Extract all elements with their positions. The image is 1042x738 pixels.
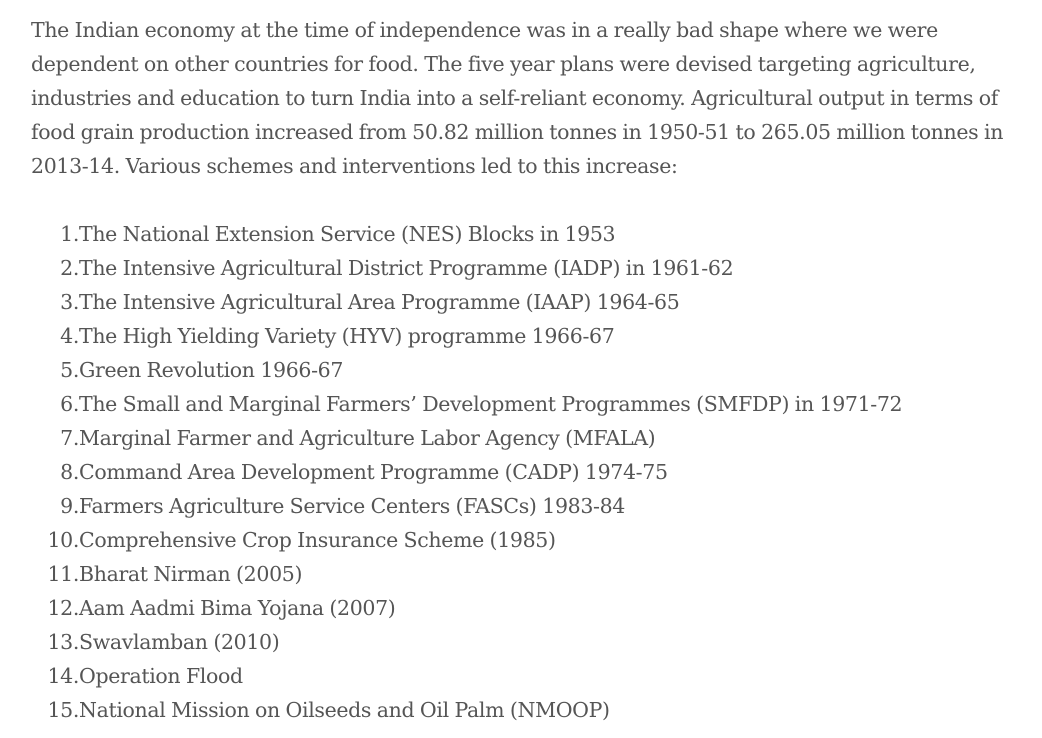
list-item	[31, 285, 1022, 319]
list-item	[31, 387, 1022, 421]
list-item-text: Command Area Development Programme (CADP) 1974-75	[79, 460, 668, 484]
list-item-text: The High Yielding Variety (HYV) programme 1966-67	[79, 324, 615, 348]
list-item-number: 14.	[47, 664, 79, 688]
list-item	[31, 591, 1022, 625]
list-item-number: 15.	[47, 698, 79, 722]
list-item	[31, 353, 1022, 387]
list-item-text: Marginal Farmer and Agriculture Labor Agency (MFALA)	[79, 426, 656, 450]
list-item	[31, 693, 1022, 727]
list-item-number: 7.	[60, 426, 79, 450]
list-item-text: The National Extension Service (NES) Blocks in 1953	[79, 222, 616, 246]
list-item-text: National Mission on Oilseeds and Oil Palm (NMOOP)	[79, 698, 610, 722]
list-item-number: 2.	[60, 256, 79, 280]
list-item-number: 8.	[60, 460, 79, 484]
list-item-text: The Intensive Agricultural Area Programme (IAAP) 1964-65	[79, 290, 680, 314]
list-item	[31, 319, 1022, 353]
list-item	[31, 625, 1022, 659]
list-item	[31, 217, 1022, 251]
list-item-number: 4.	[60, 324, 79, 348]
list-item	[31, 489, 1022, 523]
list-item-number: 3.	[60, 290, 79, 314]
list-item-number: 10.	[47, 528, 79, 552]
list-item-number: 6.	[60, 392, 79, 416]
list-item-number: 9.	[60, 494, 79, 518]
list-item	[31, 455, 1022, 489]
list-item-number: 12.	[47, 596, 79, 620]
list-item-text: Comprehensive Crop Insurance Scheme (1985)	[79, 528, 556, 552]
list-item	[31, 523, 1022, 557]
list-item-text: The Small and Marginal Farmers’ Development Programmes (SMFDP) in 1971-72	[79, 392, 903, 416]
list-item-text: Farmers Agriculture Service Centers (FASCs) 1983-84	[79, 494, 625, 518]
list-item	[31, 421, 1022, 455]
list-item-text: Operation Flood	[79, 664, 243, 688]
list-item-number: 11.	[47, 562, 79, 586]
schemes-list	[31, 217, 1022, 727]
list-item-number: 13.	[47, 630, 79, 654]
list-item-text: Swavlamban (2010)	[79, 630, 280, 654]
list-item-number: 1.	[60, 222, 79, 246]
list-item-text: Green Revolution 1966-67	[79, 358, 344, 382]
list-item-text: The Intensive Agricultural District Programme (IADP) in 1961-62	[79, 256, 734, 280]
list-item	[31, 659, 1022, 693]
list-item-text: Bharat Nirman (2005)	[79, 562, 303, 586]
intro-paragraph: The Indian economy at the time of independence was in a really bad shape where we were dependent on other countries for food. The five year plans were devised targeting agriculture, industries and education to turn India into a self-reliant economy. Agricultural output in terms of food grain production increased from 50.82 million tonnes in 1950-51 to 265.05 million tonnes in 2013-14. Various schemes and interventions led to this increase:	[31, 18, 1004, 178]
list-item-text: Aam Aadmi Bima Yojana (2007)	[79, 596, 396, 620]
list-item	[31, 557, 1022, 591]
list-item-number: 5.	[60, 358, 79, 382]
list-item	[31, 251, 1022, 285]
